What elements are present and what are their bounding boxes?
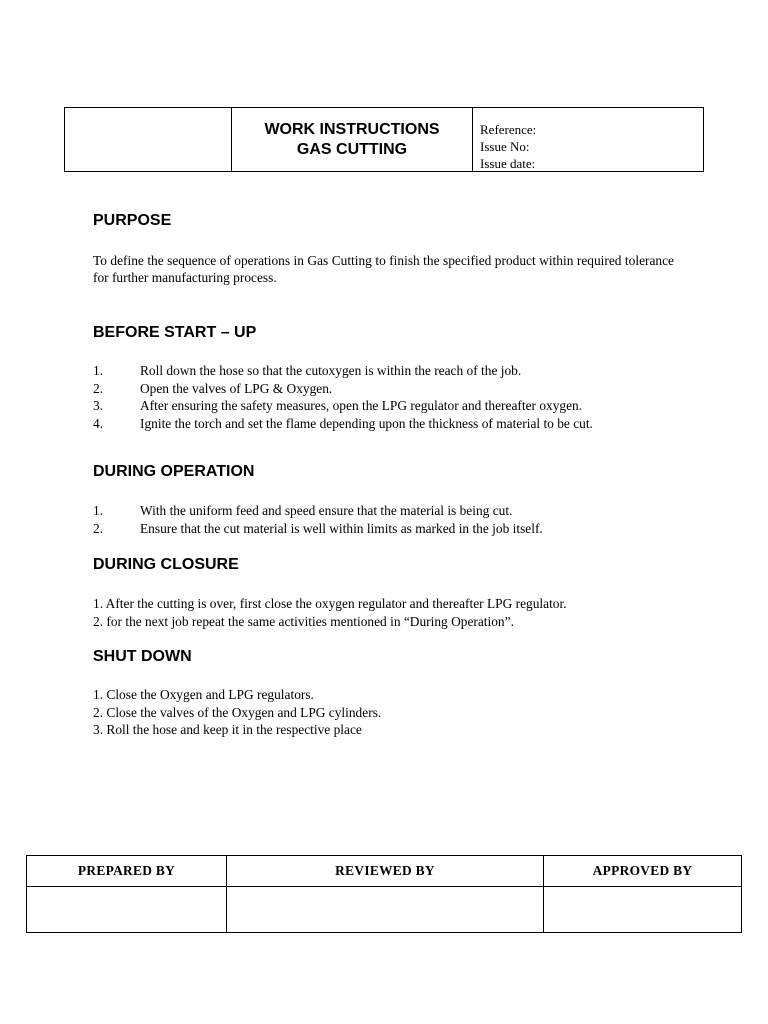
during-operation-list — [93, 502, 713, 537]
issue-date-label: Issue date: — [480, 156, 536, 171]
list-item: 3. Roll the hose and keep it in the respective place — [93, 722, 362, 737]
title-cell — [232, 108, 473, 171]
list-item: 2. Open the valves of LPG & Oxygen. — [93, 380, 333, 396]
document-subtitle: GAS CUTTING — [296, 141, 408, 158]
reference-label: Reference: — [480, 122, 537, 137]
document-header-table — [64, 107, 704, 172]
list-item: 4. Ignite the torch and set the flame depending upon the thickness of material to be cut. — [93, 415, 593, 431]
issue-no-label: Issue No: — [480, 139, 530, 154]
signoff-table — [26, 855, 742, 933]
before-start-up-heading: BEFORE START – UP — [93, 324, 257, 341]
prepared-by-column — [27, 856, 226, 932]
document-title: WORK INSTRUCTIONS — [264, 121, 440, 138]
approved-by-header: APPROVED BY — [544, 856, 741, 887]
shut-down-list — [93, 686, 713, 739]
shut-down-heading: SHUT DOWN — [93, 648, 192, 665]
purpose-text: To define the sequence of operations in Gas Cutting to finish the specified product within required tolerance for further manufacturing process. — [93, 253, 674, 285]
list-item: 1. Close the Oxygen and LPG regulators. — [93, 687, 314, 702]
metadata-cell — [473, 108, 703, 171]
during-closure-list — [93, 595, 713, 630]
prepared-by-header: PREPARED BY — [27, 856, 226, 887]
during-operation-heading: DURING OPERATION — [93, 463, 255, 480]
during-closure-heading: DURING CLOSURE — [93, 556, 239, 573]
list-item: 1. After the cutting is over, first close the oxygen regulator and thereafter LPG regulator. — [93, 596, 567, 611]
prepared-by-signature-cell — [27, 887, 226, 932]
approved-by-column — [543, 856, 741, 932]
list-item: 1. With the uniform feed and speed ensure that the material is being cut. — [93, 503, 513, 518]
list-item: 2. Ensure that the cut material is well within limits as marked in the job itself. — [93, 520, 543, 536]
list-item: 1. Roll down the hose so that the cutoxygen is within the reach of the job. — [93, 363, 522, 378]
approved-by-signature-cell — [544, 887, 741, 932]
reviewed-by-signature-cell — [227, 887, 543, 932]
list-item: 3. After ensuring the safety measures, open the LPG regulator and thereafter oxygen. — [93, 398, 583, 413]
reviewed-by-column — [226, 856, 543, 932]
reviewed-by-header: REVIEWED BY — [227, 856, 543, 887]
purpose-heading: PURPOSE — [93, 212, 172, 229]
logo-cell — [65, 108, 232, 171]
list-item: 2. for the next job repeat the same activities mentioned in “During Operation”. — [93, 613, 514, 629]
list-item: 2. Close the valves of the Oxygen and LPG cylinders. — [93, 704, 382, 720]
before-start-up-list — [93, 362, 713, 432]
